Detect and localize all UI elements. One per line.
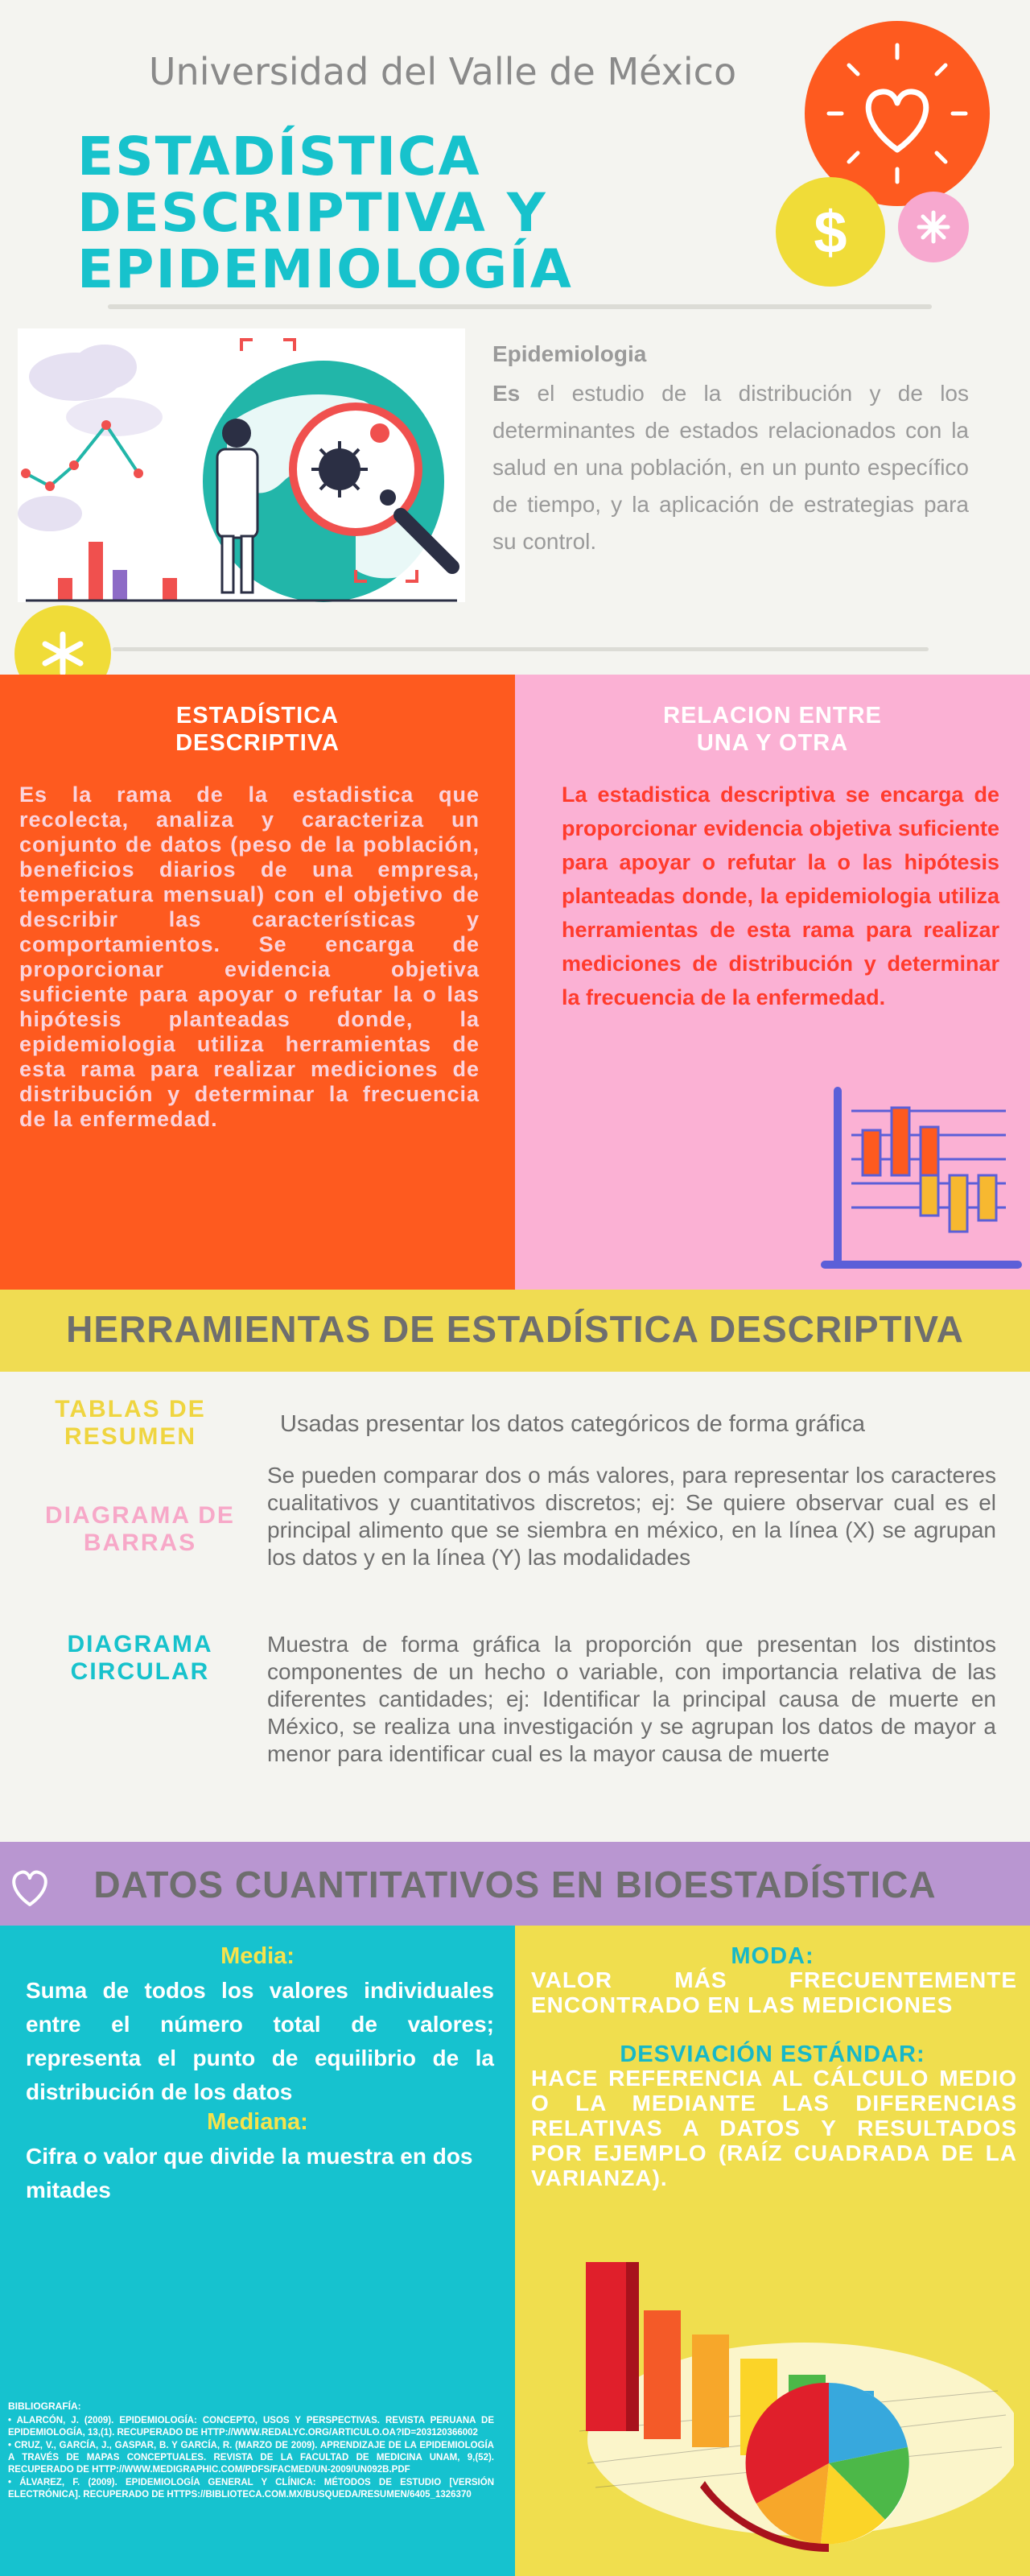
bibliography-list <box>8 2415 494 2502</box>
header-divider <box>108 304 932 309</box>
title-line-2: DESCRIPTIVA Y <box>77 182 547 244</box>
bibliography-item: • ALARCÓN, J. (2009). EPIDEMIOLOGÍA: CONCEPTO, USOS Y PERSPECTIVAS. REVISTA PERUANA DE EPIDEMIOLOGÍA, 13,(1). RECUPERADO DE HTTP://WWW.REDALYC.ORG/ARTICULO.OA?ID=203120366002 <box>8 2416 494 2438</box>
diagrama-circular-label: DIAGRAMA CIRCULAR <box>67 1631 213 1685</box>
media-text: Suma de todos los valores individuales entre el número total de valores; representa el punto de equilibrio de la distribución de los datos <box>26 1978 494 2104</box>
diagrama-barras-label: DIAGRAMA DE BARRAS <box>45 1502 235 1556</box>
bibliography-heading: BIBLIOGRAFÍA: <box>8 2401 81 2412</box>
estadistica-text: Es la rama de la estadistica que recolecta, analiza y caracteriza un conjunto de datos (peso de la población, beneficios diarios de una empresa, temperatura mensual) con el objetivo de describir las características y comportamientos. Se encarga de proporcionar evidencia objetiva suficiente para apoyar o refutar la o las hipótesis planteadas donde, la epidemiologia utiliza herramientas de esta rama para realizar mediciones de distribución y determinar la frecuencia de la enfermedad. <box>19 782 480 1131</box>
moda-label: MODA: <box>731 1943 814 1969</box>
tablas-resumen-text: Usadas presentar los datos categóricos de forma gráfica <box>280 1411 865 1437</box>
bar-chart-icon <box>816 1079 1025 1280</box>
epidemiology-illustration <box>18 328 465 602</box>
dollar-icon: $ <box>814 198 847 266</box>
bibliography-item: • ÁLVAREZ, F. (2009). EPIDEMIOLOGÍA GENERAL Y CLÍNICA: MÉTODOS DE ESTUDIO [VERSIÓN ELECTRÓNICA]. RECUPERADO DE HTTPS://BIBLIOTECA.COM.MX/BUSQUEDA/RESUMEN/6405_1326370 <box>8 2478 494 2500</box>
dollar-badge <box>776 177 885 287</box>
asterisk-icon <box>898 192 969 262</box>
desviacion-label: DESVIACIÓN ESTÁNDAR: <box>620 2041 925 2067</box>
mediana-text: Cifra o valor que divide la muestra en dos mitades <box>26 2144 473 2202</box>
university-name: Universidad del Valle de México <box>148 50 737 93</box>
relacion-title: RELACION ENTRE UNA Y OTRA <box>663 703 882 756</box>
definition-text: el estudio de la distribución y de los determinantes de estados relacionados con la salud en una población, en un punto específico de tiempo, y la aplicación de estrategias para su control. <box>492 381 969 554</box>
datos-title: DATOS CUANTITATIVOS EN BIOESTADÍSTICA <box>93 1864 937 1905</box>
desviacion-text: HACE REFERENCIA AL CÁLCULO MEDIO O LA MEDIANTE LAS DIFERENCIAS RELATIVAS A DATOS Y RESULTADOS POR EJEMPLO (RAÍZ CUADRADA DE LA VARIANZA). <box>531 2066 1017 2190</box>
sparkle-badge <box>898 192 969 262</box>
mediana-label: Mediana: <box>207 2109 308 2135</box>
epidemiology-definition <box>492 375 969 560</box>
title-line-3: EPIDEMIOLOGÍA <box>77 238 573 300</box>
epidemiology-heading: Epidemiologia <box>492 341 647 366</box>
moda-text: VALOR MÁS FRECUENTEMENTE ENCONTRADO EN LAS MEDICIONES <box>531 1967 1017 2017</box>
estadistica-title: ESTADÍSTICA DESCRIPTIVA <box>175 703 340 756</box>
bibliography-item: • CRUZ, V., GARCÍA, J., GASPAR, B. Y GARCÍA, R. (MARZO DE 2009). APRENDIZAJE DE LA EPIDEMIOLOGÍA A TRAVÉS DE MAPAS CONCEPTUALES. REVISTA DE LA FACULTAD DE MEDICINA UNAM, 9,(52). RECUPERADO DE HTTP://WWW.MEDIGRAPHIC.COM/PDFS/FACMED/UN-2009/UN092B.PDF <box>8 2441 494 2475</box>
herramientas-title: HERRAMIENTAS DE ESTADÍSTICA DESCRIPTIVA <box>66 1308 964 1350</box>
intro-divider <box>113 647 929 651</box>
page-title <box>77 126 573 300</box>
tablas-resumen-label: TABLAS DE RESUMEN <box>55 1396 206 1450</box>
diagrama-circular-text: Muestra de forma gráfica la proporción que presentan los distintos componentes de un hecho o variable, con importancia relativa de las diferentes cantidades; ej: Identificar la principal causa de muerte en México, se realiza una investigación y se agrupan los datos de mayor a menor para identificar cual es la mayor causa de muerte <box>267 1632 996 1766</box>
media-label: Media: <box>220 1943 295 1969</box>
title-line-1: ESTADÍSTICA <box>77 126 481 188</box>
definition-lead-word: Es <box>492 381 521 406</box>
relacion-text: La estadistica descriptiva se encarga de proporcionar evidencia objetiva suficiente para apoyar o refutar la o las hipótesis planteadas donde, la epidemiologia utiliza herramientas de esta rama para realizar mediciones de distribución y determinar la frecuencia de la enfermedad. <box>562 782 999 1009</box>
diagrama-barras-text: Se pueden comparar dos o más valores, para representar los caracteres cualitativos y cuantitativos discretos; ej: Se quiere observar cual es el principal alimento que se siembra en méxico, en la línea (X) se agrupan los datos y en la línea (Y) las modalidades <box>267 1463 996 1570</box>
chart-illustration <box>563 2246 1014 2568</box>
